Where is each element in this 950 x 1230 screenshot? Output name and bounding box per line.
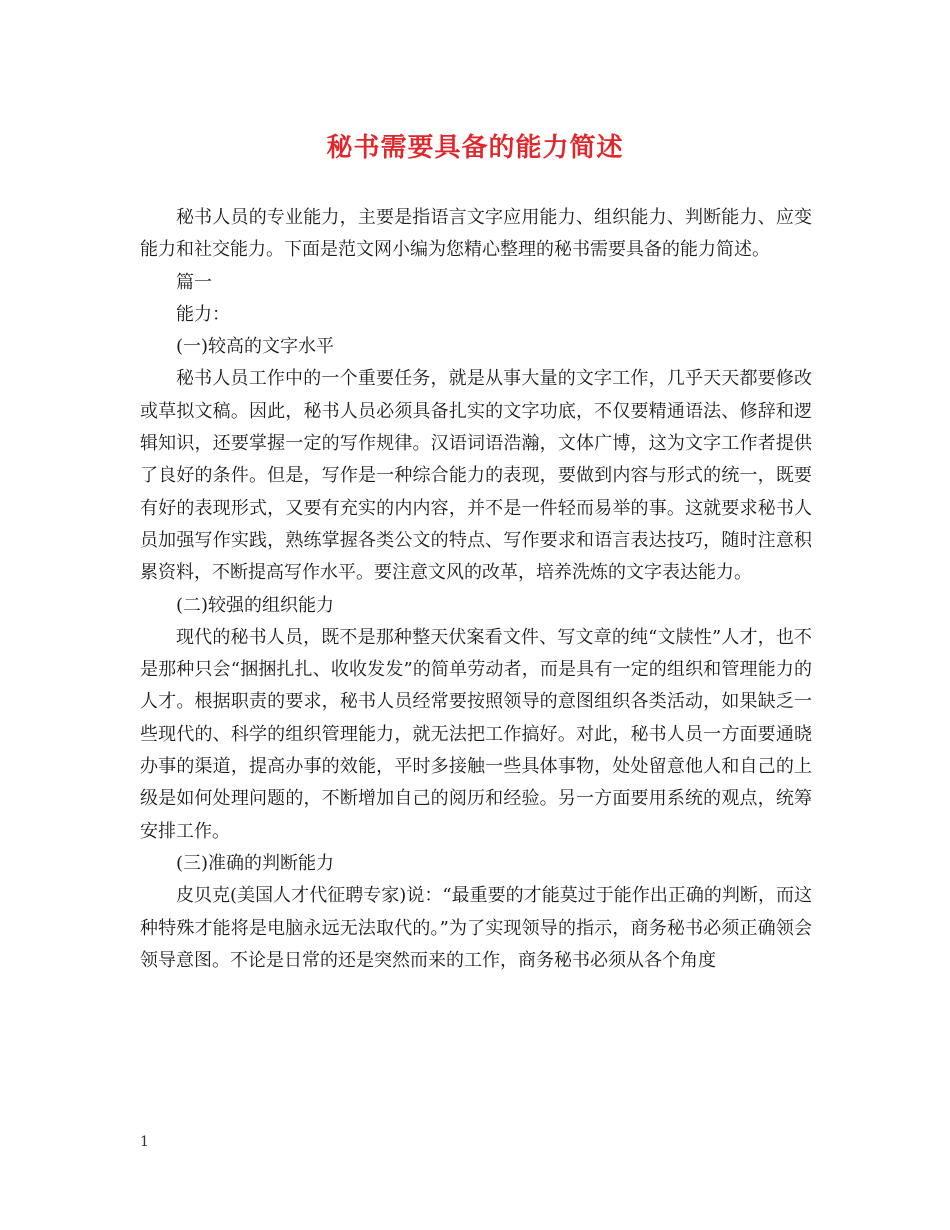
document-body <box>140 202 812 977</box>
page-number: 1 <box>140 1134 149 1150</box>
paragraph-organization: 现代的秘书人员，既不是那种整天伏案看文件、写文章的纯“文牍性”人才，也不是那种只会“捆捆扎扎、收收发发”的简单劳动者，而是具有一定的组织和管理能力的人才。根据职责的要求，秘书人员经常要按照领导的意图组织各类活动，如果缺乏一些现代的、科学的组织管理能力，就无法把工作搞好。对此，秘书人员一方面要通晓办事的渠道，提高办事的效能，平时多接触一些具体事物，处处留意他人和自己的上级是如何处理问题的，不断增加自己的阅历和经验。另一方面要用系统的观点，统筹安排工作。 <box>140 626 812 842</box>
section-heading: 能力： <box>176 303 230 325</box>
subheading-judgment: (三)准确的判断能力 <box>176 852 335 874</box>
subheading-writing: (一)较高的文字水平 <box>176 336 335 358</box>
section-label: 篇一 <box>176 271 212 293</box>
paragraph-judgment: 皮贝克(美国人才代征聘专家)说：“最重要的才能莫过于能作出正确的判断，而这种特殊才能将是电脑永远无法取代的。”为了实现领导的指示，商务秘书必须正确领会领导意图。不论是日常的还是突然而来的工作，商务秘书必须从各个角度 <box>140 885 812 971</box>
subheading-organization: (二)较强的组织能力 <box>176 594 335 616</box>
paragraph-writing: 秘书人员工作中的一个重要任务，就是从事大量的文字工作，几乎天天都要修改或草拟文稿。因此，秘书人员必须具备扎实的文字功底，不仅要精通语法、修辞和逻辑知识，还要掌握一定的写作规律。汉语词语浩瀚，文体广博，这为文字工作者提供了良好的条件。但是，写作是一种综合能力的表现，要做到内容与形式的统一，既要有好的表现形式，又要有充实的内内容，并不是一件轻而易举的事。这就要求秘书人员加强写作实践，熟练掌握各类公文的特点、写作要求和语言表达技巧，随时注意积累资料，不断提高写作水平。要注意文风的改革，培养洗炼的文字表达能力。 <box>140 368 812 584</box>
page-title: 秘书需要具备的能力简述 <box>326 133 624 163</box>
paragraph-intro: 秘书人员的专业能力，主要是指语言文字应用能力、组织能力、判断能力、应变能力和社交能力。下面是范文网小编为您精心整理的秘书需要具备的能力简述。 <box>140 207 812 261</box>
